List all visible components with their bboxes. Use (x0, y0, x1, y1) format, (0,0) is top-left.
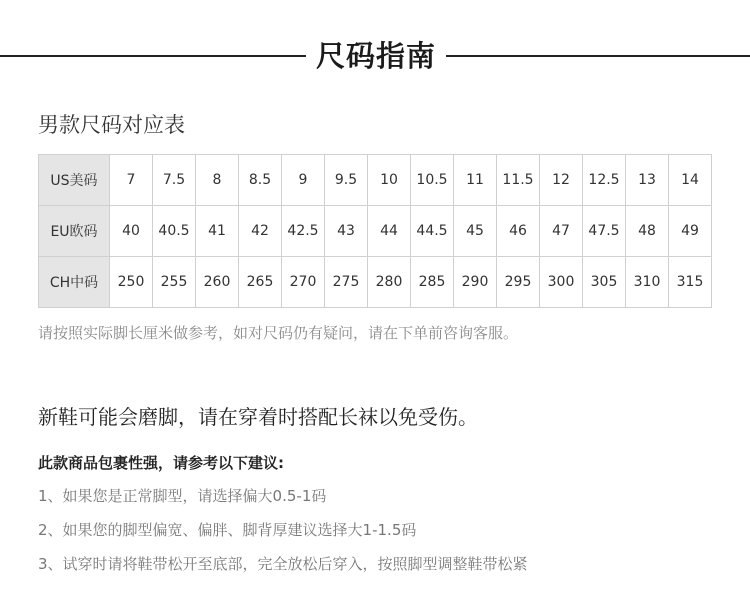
blister-warning: 新鞋可能会磨脚，请在穿着时搭配长袜以免受伤。 (38, 405, 478, 429)
table-cell: 12.5 (583, 155, 626, 206)
table-cell: 46 (497, 206, 540, 257)
table-cell: 310 (626, 257, 669, 308)
table-cell: 285 (411, 257, 454, 308)
table-cell: 43 (325, 206, 368, 257)
size-note: 请按照实际脚长厘米做参考，如对尺码仍有疑问，请在下单前咨询客服。 (38, 324, 519, 342)
table-cell: 280 (368, 257, 411, 308)
table-cell: 260 (196, 257, 239, 308)
table-cell: 315 (669, 257, 712, 308)
size-chart-table (38, 154, 712, 308)
table-cell: 7.5 (153, 155, 196, 206)
table-cell: 10 (368, 155, 411, 206)
table-cell: 270 (282, 257, 325, 308)
table-cell: 45 (454, 206, 497, 257)
table-cell: 8.5 (239, 155, 282, 206)
table-cell: 265 (239, 257, 282, 308)
advice-item: 2、如果您的脚型偏宽、偏胖、脚背厚建议选择大1-1.5码 (38, 521, 417, 539)
header-divider-left (0, 55, 306, 57)
table-cell: 8 (196, 155, 239, 206)
table-cell: 300 (540, 257, 583, 308)
table-cell: 12 (540, 155, 583, 206)
advice-title: 此款商品包裹性强，请参考以下建议: (38, 454, 285, 472)
table-cell: 14 (669, 155, 712, 206)
table-cell: 49 (669, 206, 712, 257)
table-cell: 9 (282, 155, 325, 206)
table-cell: 13 (626, 155, 669, 206)
table-cell: 295 (497, 257, 540, 308)
table-cell: 9.5 (325, 155, 368, 206)
table-cell: 250 (110, 257, 153, 308)
table-cell: 275 (325, 257, 368, 308)
advice-item: 1、如果您是正常脚型，请选择偏大0.5-1码 (38, 487, 327, 505)
table-row (39, 206, 712, 257)
table-cell: 255 (153, 257, 196, 308)
row-header: CH中码 (39, 257, 110, 308)
table-cell: 44.5 (411, 206, 454, 257)
advice-item: 3、试穿时请将鞋带松开至底部，完全放松后穿入，按照脚型调整鞋带松紧 (38, 555, 528, 573)
row-header: US美码 (39, 155, 110, 206)
table-cell: 11 (454, 155, 497, 206)
table-cell: 40.5 (153, 206, 196, 257)
table-row (39, 257, 712, 308)
table-cell: 42.5 (282, 206, 325, 257)
table-cell: 7 (110, 155, 153, 206)
table-cell: 11.5 (497, 155, 540, 206)
table-cell: 40 (110, 206, 153, 257)
table-cell: 10.5 (411, 155, 454, 206)
table-cell: 47.5 (583, 206, 626, 257)
row-header: EU欧码 (39, 206, 110, 257)
table-cell: 44 (368, 206, 411, 257)
table-row (39, 155, 712, 206)
table-cell: 290 (454, 257, 497, 308)
page-title: 尺码指南 (315, 39, 436, 73)
table-cell: 42 (239, 206, 282, 257)
size-chart-title: 男款尺码对应表 (38, 113, 185, 137)
table-cell: 305 (583, 257, 626, 308)
header-divider-right (446, 55, 750, 57)
table-cell: 41 (196, 206, 239, 257)
table-cell: 47 (540, 206, 583, 257)
table-cell: 48 (626, 206, 669, 257)
